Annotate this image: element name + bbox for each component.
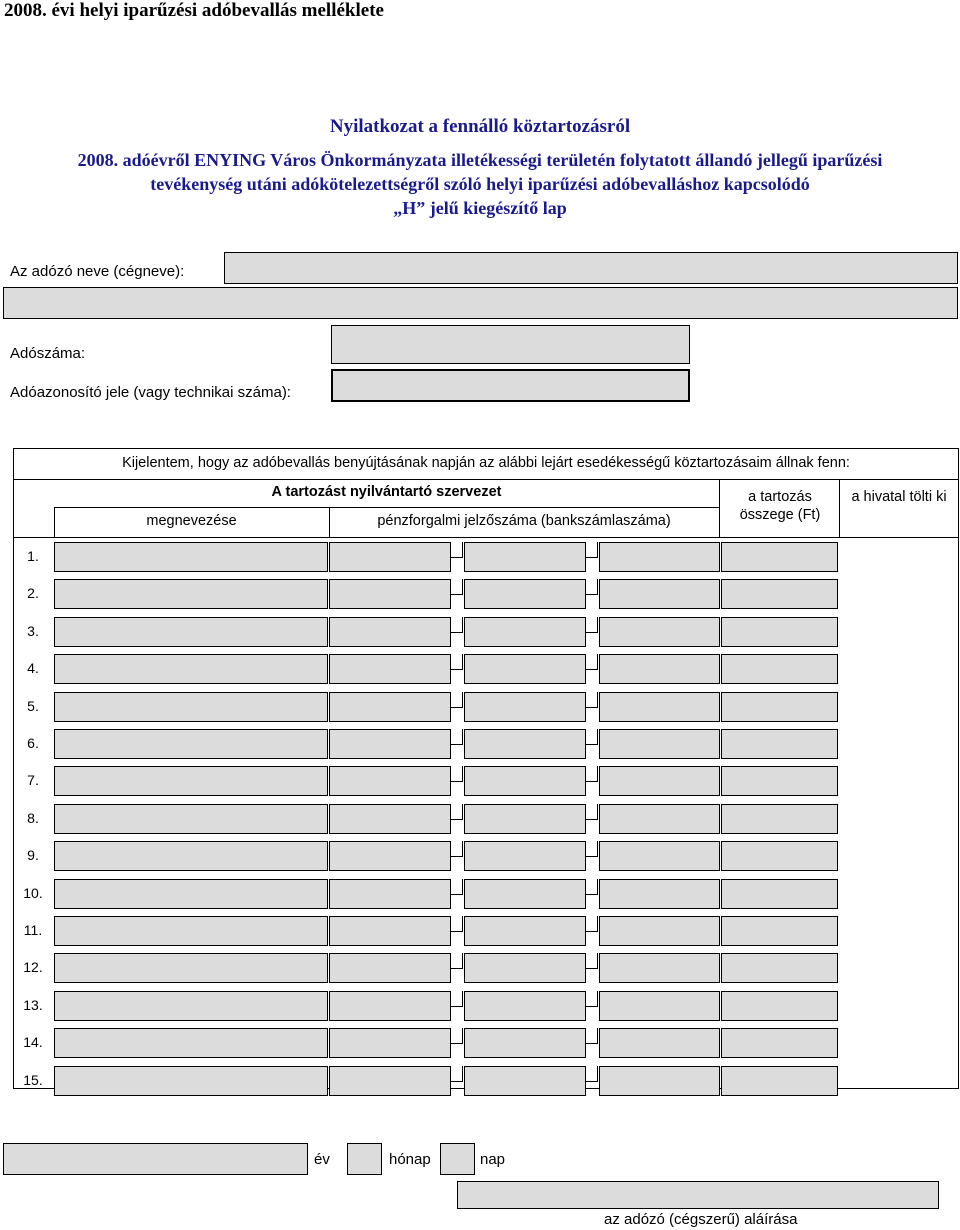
account-number-part-1[interactable] (329, 729, 451, 759)
document-top-title: 2008. évi helyi iparűzési adóbevallás melléklete (4, 0, 384, 21)
table-rule (719, 479, 720, 537)
debt-amount-field[interactable] (721, 804, 838, 834)
separator-mark (451, 707, 463, 708)
separator-mark (586, 841, 598, 856)
separator-mark (586, 894, 598, 895)
tax-id-label: Adóazonosító jele (vagy technikai száma): (10, 384, 291, 401)
separator-mark (586, 542, 598, 557)
col-header-name: megnevezése (146, 513, 237, 529)
separator-mark (451, 953, 463, 968)
separator-mark (451, 729, 463, 744)
organization-name-field[interactable] (54, 542, 328, 572)
account-number-part-2[interactable] (464, 766, 586, 796)
separator-mark (586, 579, 598, 594)
place-field[interactable] (3, 1143, 308, 1175)
debt-amount-field[interactable] (721, 879, 838, 909)
group-header: A tartozást nyilvántartó szervezet (271, 484, 502, 500)
separator-mark (451, 931, 463, 932)
account-number-part-3[interactable] (599, 991, 720, 1021)
day-label: nap (480, 1151, 506, 1168)
separator-mark (451, 781, 463, 782)
account-number-part-3[interactable] (599, 953, 720, 983)
separator-mark (451, 654, 463, 669)
account-number-part-1[interactable] (329, 879, 451, 909)
separator-mark (451, 894, 463, 895)
debt-amount-field[interactable] (721, 991, 838, 1021)
separator-mark (586, 1066, 598, 1081)
debt-amount-field[interactable] (721, 617, 838, 647)
account-number-part-2[interactable] (464, 1028, 586, 1058)
separator-mark (451, 766, 463, 781)
row-number: 3. (27, 623, 39, 639)
debt-amount-field[interactable] (721, 1028, 838, 1058)
debt-amount-field[interactable] (721, 841, 838, 871)
organization-name-field[interactable] (54, 841, 328, 871)
row-number: 13. (23, 997, 43, 1013)
signature-label: az adózó (cégszerű) aláírása (604, 1211, 798, 1228)
declaration-text: Kijelentem, hogy az adóbevallás benyújtásának napján az alábbi lejárt esedékességű köztartozásaim állnak fenn: (122, 455, 850, 471)
organization-name-field[interactable] (54, 766, 328, 796)
table-rule (54, 507, 719, 508)
row-number: 1. (27, 548, 39, 564)
debt-amount-field[interactable] (721, 729, 838, 759)
account-number-part-3[interactable] (599, 617, 720, 647)
separator-mark (451, 1081, 463, 1082)
separator-mark (451, 542, 463, 557)
separator-mark (586, 991, 598, 1006)
account-number-part-1[interactable] (329, 804, 451, 834)
separator-mark (586, 968, 598, 969)
month-label: hónap (389, 1151, 431, 1168)
account-number-part-2[interactable] (464, 879, 586, 909)
organization-name-field[interactable] (54, 879, 328, 909)
account-number-part-1[interactable] (329, 953, 451, 983)
organization-name-field[interactable] (54, 1066, 328, 1096)
separator-mark (586, 931, 598, 932)
taxpayer-name-field[interactable] (224, 252, 958, 284)
col-header-amount: a tartozás összege (Ft) (739, 489, 821, 523)
separator-mark (451, 669, 463, 670)
separator-mark (586, 729, 598, 744)
account-number-part-3[interactable] (599, 766, 720, 796)
account-number-part-2[interactable] (464, 579, 586, 609)
account-number-part-2[interactable] (464, 841, 586, 871)
organization-name-field[interactable] (54, 617, 328, 647)
row-number: 6. (27, 735, 39, 751)
account-number-part-1[interactable] (329, 916, 451, 946)
account-number-part-3[interactable] (599, 692, 720, 722)
separator-mark (451, 819, 463, 820)
account-number-part-2[interactable] (464, 692, 586, 722)
organization-name-field[interactable] (54, 729, 328, 759)
account-number-part-2[interactable] (464, 804, 586, 834)
month-field[interactable] (347, 1143, 382, 1175)
separator-mark (586, 856, 598, 857)
row-number: 7. (27, 772, 39, 788)
day-field[interactable] (440, 1143, 475, 1175)
account-number-part-1[interactable] (329, 766, 451, 796)
separator-mark (451, 744, 463, 745)
separator-mark (451, 632, 463, 633)
row-number: 9. (27, 847, 39, 863)
organization-name-field[interactable] (54, 579, 328, 609)
debt-amount-field[interactable] (721, 953, 838, 983)
account-number-part-2[interactable] (464, 953, 586, 983)
tax-number-label: Adószáma: (10, 345, 86, 362)
separator-mark (586, 1081, 598, 1082)
separator-mark (586, 669, 598, 670)
account-number-part-3[interactable] (599, 804, 720, 834)
sheet-label: „H” jelű kiegészítő lap (393, 198, 567, 218)
separator-mark (586, 594, 598, 595)
separator-mark (586, 692, 598, 707)
separator-mark (586, 916, 598, 931)
separator-mark (586, 617, 598, 632)
separator-mark (451, 594, 463, 595)
tax-id-field[interactable] (331, 369, 690, 402)
account-number-part-2[interactable] (464, 991, 586, 1021)
separator-mark (586, 766, 598, 781)
account-number-part-1[interactable] (329, 617, 451, 647)
account-number-part-2[interactable] (464, 1066, 586, 1096)
signature-field[interactable] (457, 1181, 939, 1209)
row-number: 4. (27, 660, 39, 676)
account-number-part-1[interactable] (329, 692, 451, 722)
separator-mark (586, 1043, 598, 1044)
debt-amount-field[interactable] (721, 579, 838, 609)
account-number-part-1[interactable] (329, 841, 451, 871)
taxpayer-name-field-line2[interactable] (3, 287, 958, 319)
account-number-part-3[interactable] (599, 729, 720, 759)
account-number-part-1[interactable] (329, 654, 451, 684)
account-number-part-2[interactable] (464, 617, 586, 647)
row-number: 10. (23, 885, 43, 901)
separator-mark (451, 841, 463, 856)
debt-amount-field[interactable] (721, 654, 838, 684)
separator-mark (586, 953, 598, 968)
row-number: 8. (27, 810, 39, 826)
table-rule (839, 479, 840, 537)
separator-mark (586, 1006, 598, 1007)
intro-line-2: tevékenység utáni adókötelezettségről szóló helyi iparűzési adóbevalláshoz kapcsolódó (150, 174, 810, 194)
separator-mark (586, 654, 598, 669)
separator-mark (451, 1043, 463, 1044)
separator-mark (586, 781, 598, 782)
account-number-part-3[interactable] (599, 1066, 720, 1096)
separator-mark (451, 968, 463, 969)
separator-mark (451, 579, 463, 594)
debt-amount-field[interactable] (721, 916, 838, 946)
separator-mark (586, 707, 598, 708)
separator-mark (451, 991, 463, 1006)
separator-mark (451, 557, 463, 558)
intro-line-1: 2008. adóévről ENYING Város Önkormányzata illetékességi területén folytatott állandó jellegű iparűzési (77, 150, 883, 170)
account-number-part-1[interactable] (329, 579, 451, 609)
separator-mark (586, 804, 598, 819)
debt-amount-field[interactable] (721, 1066, 838, 1096)
year-label: év (314, 1151, 330, 1168)
form-title: Nyilatkozat a fennálló köztartozásról (329, 116, 631, 137)
separator-mark (586, 632, 598, 633)
organization-name-field[interactable] (54, 654, 328, 684)
account-number-part-2[interactable] (464, 654, 586, 684)
account-number-part-3[interactable] (599, 579, 720, 609)
row-number: 15. (23, 1072, 43, 1088)
account-number-part-1[interactable] (329, 1028, 451, 1058)
taxpayer-name-label: Az adózó neve (cégneve): (10, 263, 185, 280)
separator-mark (586, 557, 598, 558)
account-number-part-1[interactable] (329, 542, 451, 572)
tax-number-field[interactable] (331, 325, 690, 364)
separator-mark (586, 819, 598, 820)
separator-mark (451, 1066, 463, 1081)
account-number-part-3[interactable] (599, 1028, 720, 1058)
separator-mark (586, 744, 598, 745)
account-number-part-3[interactable] (599, 879, 720, 909)
separator-mark (451, 1028, 463, 1043)
account-number-part-1[interactable] (329, 1066, 451, 1096)
separator-mark (451, 804, 463, 819)
separator-mark (451, 916, 463, 931)
separator-mark (586, 879, 598, 894)
col-header-account: pénzforgalmi jelzőszáma (bankszámlaszáma) (377, 513, 671, 529)
account-number-part-2[interactable] (464, 542, 586, 572)
separator-mark (451, 879, 463, 894)
row-number: 14. (23, 1034, 43, 1050)
separator-mark (451, 856, 463, 857)
account-number-part-3[interactable] (599, 916, 720, 946)
debt-amount-field[interactable] (721, 542, 838, 572)
table-rule (13, 537, 959, 538)
organization-name-field[interactable] (54, 692, 328, 722)
organization-name-field[interactable] (54, 1028, 328, 1058)
separator-mark (451, 617, 463, 632)
debt-amount-field[interactable] (721, 692, 838, 722)
row-number: 11. (23, 922, 43, 938)
organization-name-field[interactable] (54, 953, 328, 983)
separator-mark (451, 692, 463, 707)
separator-mark (586, 1028, 598, 1043)
account-number-part-3[interactable] (599, 654, 720, 684)
organization-name-field[interactable] (54, 991, 328, 1021)
row-number: 5. (27, 698, 39, 714)
organization-name-field[interactable] (54, 804, 328, 834)
account-number-part-2[interactable] (464, 916, 586, 946)
account-number-part-3[interactable] (599, 841, 720, 871)
account-number-part-2[interactable] (464, 729, 586, 759)
account-number-part-1[interactable] (329, 991, 451, 1021)
account-number-part-3[interactable] (599, 542, 720, 572)
organization-name-field[interactable] (54, 916, 328, 946)
row-number: 12. (23, 959, 43, 975)
col-header-office: a hivatal tölti ki (851, 489, 947, 505)
debt-amount-field[interactable] (721, 766, 838, 796)
separator-mark (451, 1006, 463, 1007)
row-number: 2. (27, 585, 39, 601)
table-rule (13, 479, 959, 480)
